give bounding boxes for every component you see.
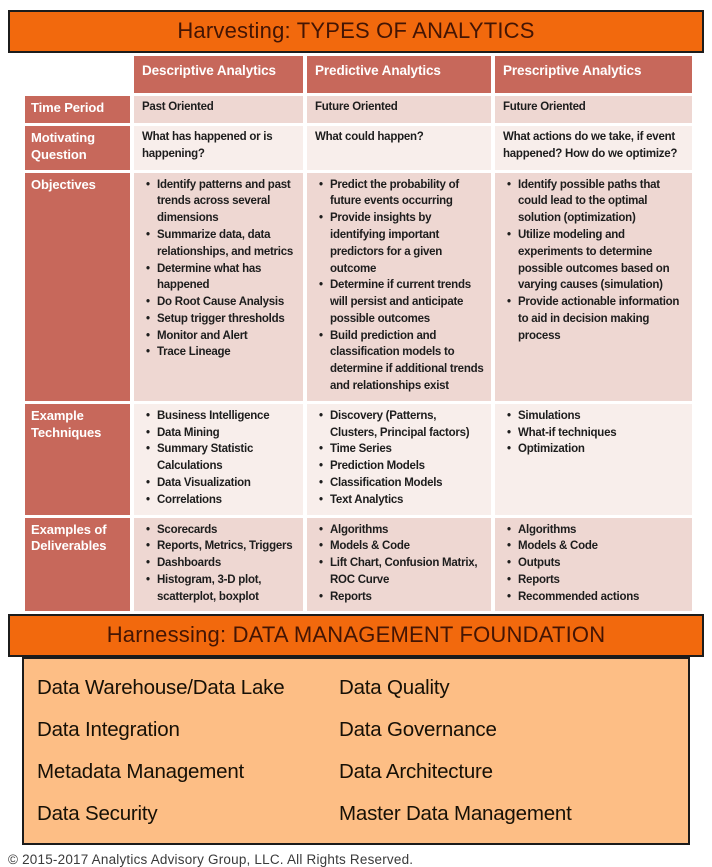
bullet-item: • Summary Statistic Calculations <box>157 441 296 475</box>
foundation-item-metadata-management: Metadata Management <box>37 760 245 784</box>
bullet-item: • Setup trigger thresholds <box>157 311 296 328</box>
techniques-descriptive-list <box>142 408 296 509</box>
objectives-prescriptive-list <box>503 177 685 345</box>
data-management-foundation-box <box>22 657 690 845</box>
motivating-predictive-cell: What could happen? <box>307 126 491 170</box>
techniques-descriptive-cell <box>134 404 303 515</box>
objectives-descriptive-list <box>142 177 296 362</box>
foundation-item-data-integration: Data Integration <box>37 718 180 742</box>
foundation-item-data-architecture: Data Architecture <box>339 760 493 784</box>
deliverables-descriptive-list <box>142 522 296 606</box>
row-header-time-period: Time Period <box>25 96 130 123</box>
bullet-item: • Business Intelligence <box>157 408 296 425</box>
bullet-item: • Simulations <box>518 408 685 425</box>
bullet-item: • Data Mining <box>157 425 296 442</box>
deliverables-predictive-list <box>315 522 484 606</box>
bullet-item: • Algorithms <box>330 522 484 539</box>
motivating-descriptive-cell: What has happened or is happening? <box>134 126 303 170</box>
bullet-item: • Trace Lineage <box>157 344 296 361</box>
foundation-item-data-governance: Data Governance <box>339 718 497 742</box>
bullet-item: • Data Visualization <box>157 475 296 492</box>
bullet-item: • Time Series <box>330 441 484 458</box>
bullet-item: • Outputs <box>518 555 685 572</box>
techniques-predictive-list <box>315 408 484 509</box>
bullet-item: • Algorithms <box>518 522 685 539</box>
bullet-item: • Classification Models <box>330 475 484 492</box>
bullet-item: • Identify patterns and past trends across several dimensions <box>157 177 296 227</box>
bullet-item: • Discovery (Patterns, Clusters, Principal factors) <box>330 408 484 442</box>
objectives-predictive-list <box>315 177 484 395</box>
bullet-item: • Summarize data, data relationships, and metrics <box>157 227 296 261</box>
foundation-item-master-data-management: Master Data Management <box>339 802 572 826</box>
bullet-item: • Provide insights by identifying important predictors for a given outcome <box>330 210 484 277</box>
bullet-item: • Recommended actions <box>518 589 685 606</box>
techniques-predictive-cell <box>307 404 491 515</box>
bullet-item: • Dashboards <box>157 555 296 572</box>
harnessing-banner <box>8 614 704 657</box>
bullet-item: • Text Analytics <box>330 492 484 509</box>
objectives-prescriptive-cell <box>495 173 692 401</box>
bullet-item: • Monitor and Alert <box>157 328 296 345</box>
column-header-descriptive: Descriptive Analytics <box>134 56 303 93</box>
row-header-example-techniques: Example Techniques <box>25 404 130 515</box>
bullet-item: • Correlations <box>157 492 296 509</box>
deliverables-predictive-cell <box>307 518 491 612</box>
bullet-item: • Optimization <box>518 441 685 458</box>
time-period-predictive-cell: Future Oriented <box>307 96 491 123</box>
bullet-item: • Lift Chart, Confusion Matrix, ROC Curve <box>330 555 484 589</box>
bullet-item: • Predict the probability of future events occurring <box>330 177 484 211</box>
copyright-footer: © 2015-2017 Analytics Advisory Group, LLC. All Rights Reserved. <box>8 852 414 867</box>
table-corner-cell <box>25 56 130 93</box>
time-period-descriptive-cell: Past Oriented <box>134 96 303 123</box>
bullet-item: • Models & Code <box>330 538 484 555</box>
bullet-item: • Determine if current trends will persist and anticipate possible outcomes <box>330 277 484 327</box>
column-header-predictive: Predictive Analytics <box>307 56 491 93</box>
time-period-prescriptive-cell: Future Oriented <box>495 96 692 123</box>
bullet-item: • Utilize modeling and experiments to determine possible outcomes based on varying causes (simulation) <box>518 227 685 294</box>
bullet-item: • Build prediction and classification models to determine if additional trends and relationships exist <box>330 328 484 395</box>
foundation-item-data-quality: Data Quality <box>339 676 450 700</box>
techniques-prescriptive-list <box>503 408 685 458</box>
deliverables-prescriptive-list <box>503 522 685 606</box>
bullet-item: • Do Root Cause Analysis <box>157 294 296 311</box>
harvesting-banner-title: Harvesting: TYPES OF ANALYTICS <box>177 18 535 43</box>
deliverables-prescriptive-cell <box>495 518 692 612</box>
bullet-item: • Identify possible paths that could lead to the optimal solution (optimization) <box>518 177 685 227</box>
bullet-item: • Histogram, 3-D plot, scatterplot, boxplot <box>157 572 296 606</box>
types-of-analytics-table <box>25 56 692 611</box>
foundation-item-data-warehouse: Data Warehouse/Data Lake <box>37 676 285 700</box>
column-header-prescriptive: Prescriptive Analytics <box>495 56 692 93</box>
row-header-motivating-question: Motivating Question <box>25 126 130 170</box>
harvesting-banner <box>8 10 704 53</box>
bullet-item: • Reports, Metrics, Triggers <box>157 538 296 555</box>
bullet-item: • Prediction Models <box>330 458 484 475</box>
bullet-item: • Scorecards <box>157 522 296 539</box>
bullet-item: • Provide actionable information to aid in decision making process <box>518 294 685 344</box>
bullet-item: • Reports <box>330 589 484 606</box>
techniques-prescriptive-cell <box>495 404 692 515</box>
row-header-objectives: Objectives <box>25 173 130 401</box>
objectives-predictive-cell <box>307 173 491 401</box>
deliverables-descriptive-cell <box>134 518 303 612</box>
row-header-examples-of-deliverables: Examples of Deliverables <box>25 518 130 612</box>
harnessing-banner-title: Harnessing: DATA MANAGEMENT FOUNDATION <box>106 622 606 648</box>
bullet-item: • Determine what has happened <box>157 261 296 295</box>
bullet-item: • Reports <box>518 572 685 589</box>
bullet-item: • What-if techniques <box>518 425 685 442</box>
bullet-item: • Models & Code <box>518 538 685 555</box>
objectives-descriptive-cell <box>134 173 303 401</box>
motivating-prescriptive-cell: What actions do we take, if event happened? How do we optimize? <box>495 126 692 170</box>
foundation-item-data-security: Data Security <box>37 802 158 826</box>
